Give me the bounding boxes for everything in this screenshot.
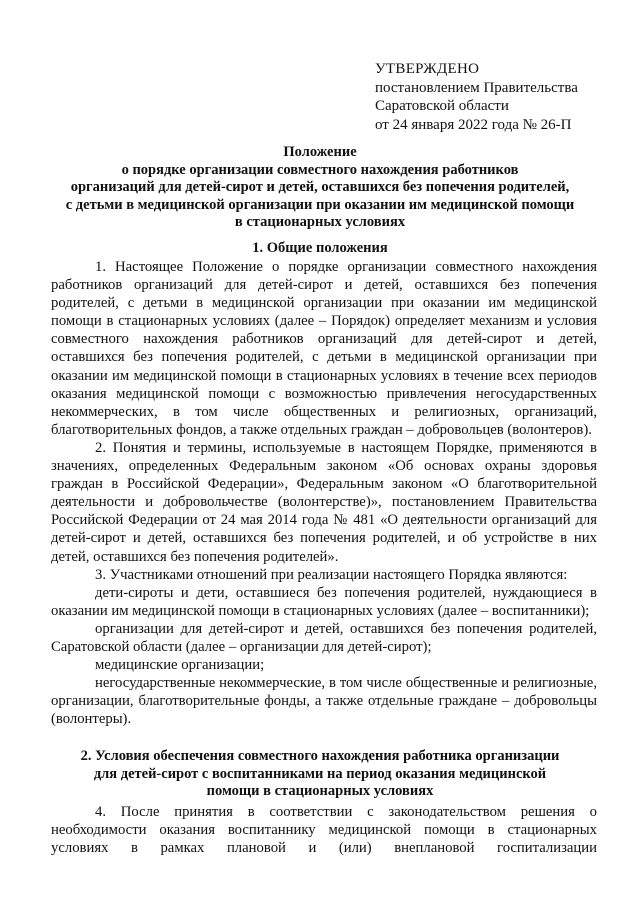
approval-date: от 24 января 2022 года № 26-П [375, 116, 572, 133]
title-line: организаций для детей-сирот и детей, оставшихся без попечения родителей, [70, 179, 570, 195]
section-heading-line: для детей-сирот с воспитанниками на период оказания медицинской [93, 765, 547, 782]
section-2-heading [40, 748, 600, 801]
paragraph-4: 4. После принятия в соответствии с законодательством решения о необходимости оказания воспитаннику медицинской помощи в стационарных условиях в рамках плановой и (или) внеплановой госпитализации [51, 804, 597, 857]
paragraph-3: 3. Участниками отношений при реализации настоящего Порядка являются: [95, 566, 568, 583]
list-item: негосударственные некоммерческие, в том числе общественные и религиозные, организации, благотворительные фонды, а также отдельные граждане – добровольцы (волонтеры). [51, 675, 597, 728]
list-item: организации для детей-сирот и детей, оставшихся без попечения родителей, Саратовской области (далее – организации для детей-сирот); [51, 620, 597, 656]
section-heading-line: помощи в стационарных условиях [206, 783, 434, 799]
paragraph-1: 1. Настоящее Положение о порядке организации совместного нахождения работников организаций для детей-сирот и детей, оставшихся без попечения родителей, с детьми в медицинской организации при оказании им медицинской помощи в стационарных условиях (далее – Порядок) определяет механизм и условия совместного нахождения работников организаций для детей-сирот и детей, оставшихся без попечения родителей, с детьми в медицинской организации при оказании им медицинской помощи в стационарных условиях в течение всех периодов оказания медицинской помощи с возможностью привлечения негосударственных некоммерческих, в том числе общественных и религиозных, организаций, благотворительных фондов, а также отдельных граждан – добровольцев (волонтеров). [51, 259, 597, 438]
section-1-body-2 [51, 439, 597, 729]
title-heading: Положение [283, 144, 357, 160]
approval-line: Саратовской области [375, 98, 509, 114]
title-line: о порядке организации совместного нахождения работников [121, 161, 519, 178]
paragraph-2: 2. Понятия и термины, используемые в настоящем Порядке, применяются в значениях, определенных Федеральным законом «Об основах охраны здоровья граждан в Российской Федерации», Федеральным законом «О благотворительной деятельности и добровольчестве (волонтерстве)», постановлением Правительства Российской Федерации от 24 мая 2014 года № 481 «О деятельности организаций для детей-сирот и детей, оставшихся без попечения родителей, и об устройстве в них детей, оставшихся без попечения родителей». [51, 440, 597, 565]
approval-block [375, 60, 578, 134]
list-item: дети-сироты и дети, оставшиеся без попечения родителей, нуждающиеся в оказании им медицинской помощи в стационарных условиях (далее – воспитанники); [51, 584, 597, 619]
title-line: в стационарных условиях [234, 214, 406, 230]
section-1-body [51, 258, 597, 439]
section-heading-line: 2. Условия обеспечения совместного нахождения работника организации [80, 748, 560, 764]
approval-line: постановлением Правительства [375, 79, 578, 96]
section-1-heading [40, 240, 600, 258]
document-title [40, 144, 600, 232]
approval-stamp: УТВЕРЖДЕНО [375, 61, 480, 77]
list-item: медицинские организации; [95, 657, 265, 674]
section-2-body [51, 803, 597, 857]
title-line: с детьми в медицинской организации при оказании им медицинской помощи [65, 196, 575, 213]
section-heading-text: 1. Общие положения [252, 240, 388, 256]
